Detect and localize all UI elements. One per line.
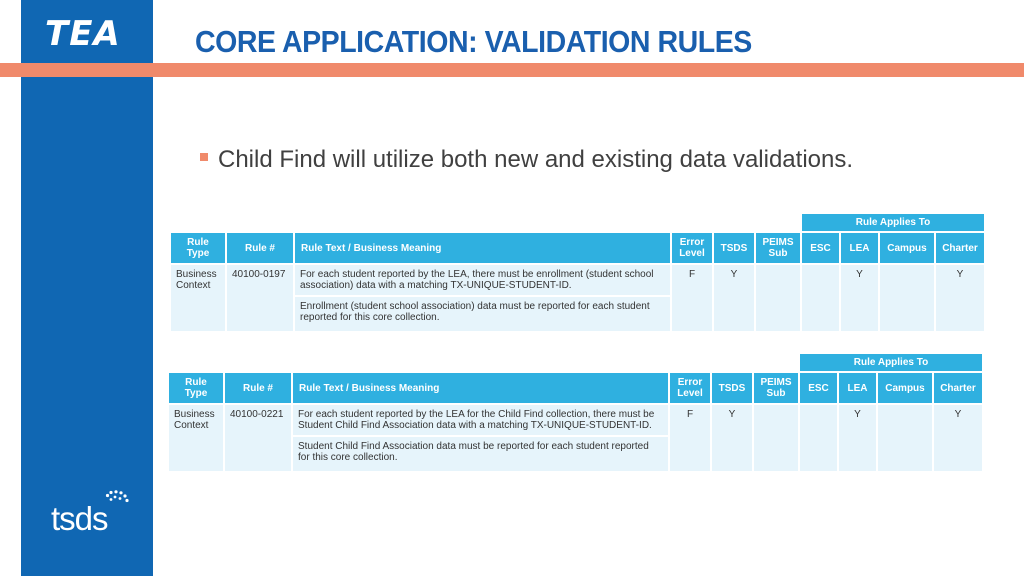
cell-business-meaning: Student Child Find Association data must be reported for each student reported for this core collection. (293, 437, 668, 471)
col-campus: Campus (878, 373, 932, 403)
table-row (171, 265, 984, 295)
cell-error-level: F (672, 265, 712, 331)
table-row (169, 405, 982, 435)
col-tsds: TSDS (712, 373, 752, 403)
col-error-level: Error Level (670, 373, 710, 403)
tsds-logo-text: tsds (51, 500, 108, 537)
validation-rule-table-2 (167, 352, 984, 473)
tea-logo: TEA (45, 14, 121, 54)
cell-peims-sub (754, 405, 798, 471)
cell-rule-text: For each student reported by the LEA for the Child Find collection, there must be Student Child Find Association data with a matching TX-UNIQUE-STUDENT-ID. (293, 405, 668, 435)
col-lea: LEA (839, 373, 876, 403)
col-rule-text: Rule Text / Business Meaning (293, 373, 668, 403)
cell-charter: Y (936, 265, 984, 331)
cell-lea: Y (839, 405, 876, 471)
cell-esc (802, 265, 839, 331)
cell-tsds: Y (712, 405, 752, 471)
col-esc: ESC (800, 373, 837, 403)
cell-peims-sub (756, 265, 800, 331)
bullet-text: Child Find will utilize both new and existing data validations. (218, 146, 854, 173)
col-campus: Campus (880, 233, 934, 263)
col-esc: ESC (802, 233, 839, 263)
cell-esc (800, 405, 837, 471)
bullet-item (200, 146, 853, 174)
cell-campus (878, 405, 932, 471)
cell-rule-type: Business Context (169, 405, 223, 471)
page-title: CORE APPLICATION: VALIDATION RULES (195, 24, 752, 59)
col-rule-text: Rule Text / Business Meaning (295, 233, 670, 263)
cell-lea: Y (841, 265, 878, 331)
col-peims-sub: PEIMS Sub (754, 373, 798, 403)
col-rule-type: Rule Type (169, 373, 223, 403)
cell-rule-number: 40100-0221 (225, 405, 291, 471)
header-accent-bar-left (0, 63, 21, 77)
col-rule-number: Rule # (227, 233, 293, 263)
cell-error-level: F (670, 405, 710, 471)
sidebar (21, 0, 153, 576)
col-peims-sub: PEIMS Sub (756, 233, 800, 263)
cell-charter: Y (934, 405, 982, 471)
col-tsds: TSDS (714, 233, 754, 263)
col-charter: Charter (936, 233, 984, 263)
bullet-square-icon (200, 153, 208, 161)
rule-applies-to-header: Rule Applies To (800, 354, 982, 371)
tsds-logo (49, 490, 149, 540)
col-error-level: Error Level (672, 233, 712, 263)
rule-applies-to-header: Rule Applies To (802, 214, 984, 231)
col-charter: Charter (934, 373, 982, 403)
cell-campus (880, 265, 934, 331)
header-accent-bar (0, 63, 1024, 77)
col-lea: LEA (841, 233, 878, 263)
col-rule-number: Rule # (225, 373, 291, 403)
validation-rule-table-1 (169, 212, 986, 333)
cell-rule-type: Business Context (171, 265, 225, 331)
cell-rule-number: 40100-0197 (227, 265, 293, 331)
col-rule-type: Rule Type (171, 233, 225, 263)
cell-business-meaning: Enrollment (student school association) data must be reported for each student reported for this core collection. (295, 297, 670, 331)
cell-rule-text: For each student reported by the LEA, there must be enrollment (student school association) data with a matching TX-UNIQUE-STUDENT-ID. (295, 265, 670, 295)
cell-tsds: Y (714, 265, 754, 331)
